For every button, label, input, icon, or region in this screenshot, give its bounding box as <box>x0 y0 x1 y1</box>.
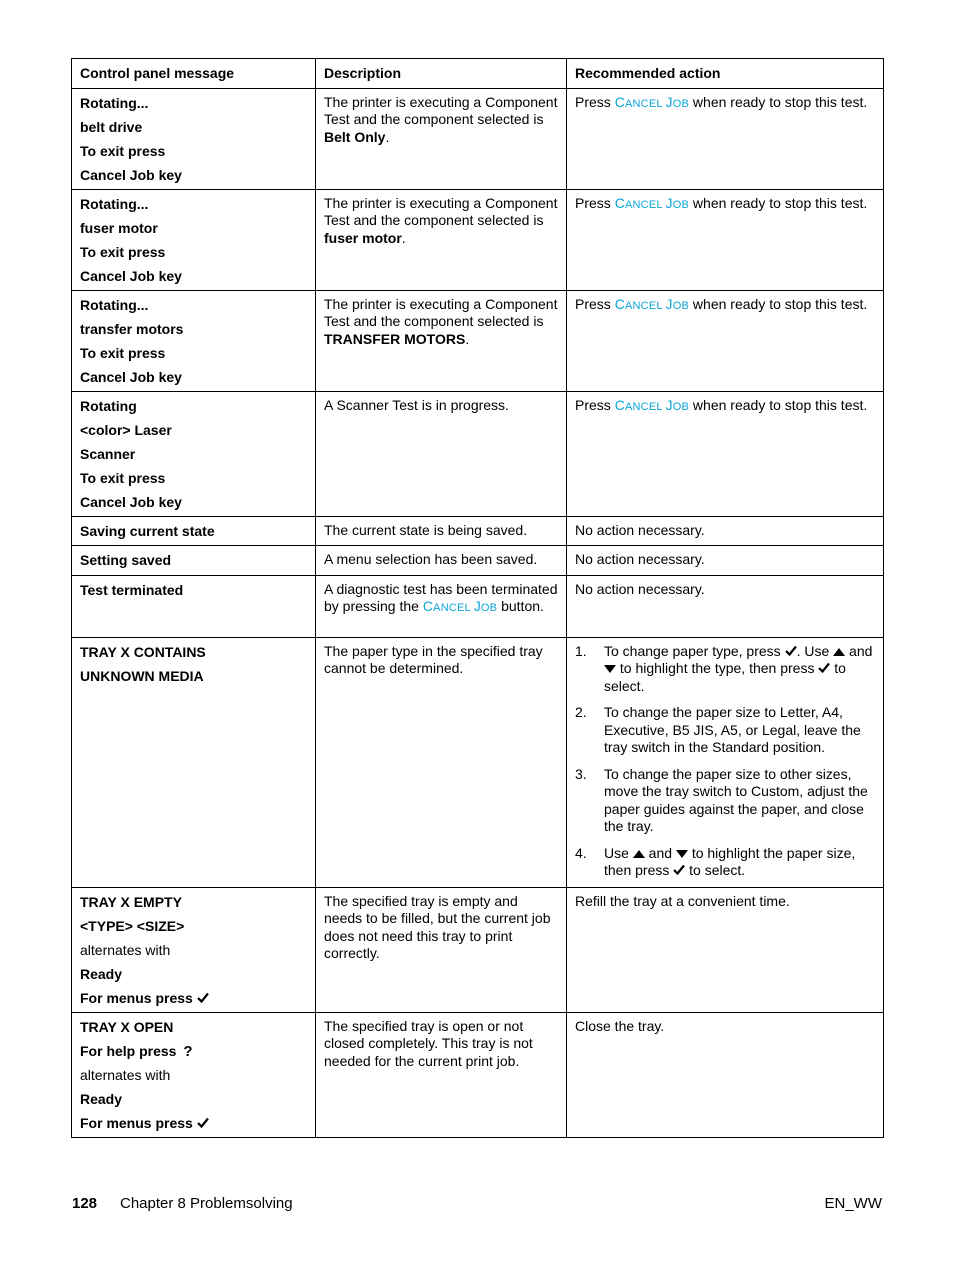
action-cell <box>567 637 884 887</box>
checkmark-icon <box>197 992 209 1003</box>
description-text: A diagnostic test has been terminated by pressing the <box>324 580 558 614</box>
message-line: Saving current state <box>80 522 215 539</box>
component-name: fuser motor <box>324 229 402 246</box>
message-line: Cancel Job key <box>80 166 182 183</box>
message-line: Test terminated <box>80 581 184 598</box>
table-row <box>72 887 884 1012</box>
step-number: 1. <box>575 642 587 659</box>
step-text-part: Use <box>604 844 633 861</box>
action-cell <box>567 391 884 516</box>
action-text: when ready to stop this test. <box>689 93 868 110</box>
checkmark-icon <box>197 1117 209 1128</box>
action-text: when ready to stop this test. <box>689 194 868 211</box>
message-text: For menus press <box>80 989 197 1006</box>
step-text: To change the paper size to Letter, A4, Executive, B5 JIS, A5, or Legal, leave the tray switch in the Standard position. <box>604 704 861 755</box>
description-cell: The paper type in the specified tray cannot be determined. <box>316 637 567 887</box>
action-cell <box>567 189 884 290</box>
description-text: The printer is executing a Component Test and the component selected is <box>324 93 558 127</box>
message-cell <box>72 546 316 576</box>
description-cell: The specified tray is open or not closed completely. This tray is not needed for the current print job. <box>316 1012 567 1137</box>
up-arrow-icon <box>833 648 845 656</box>
step-text: To change the paper size to other sizes, move the tray switch to Custom, adjust the paper guides against the paper, and close the tray. <box>604 765 868 834</box>
message-line: To exit press <box>80 469 166 486</box>
footer-page-number: 128 <box>72 1195 98 1212</box>
message-line: Rotating <box>80 397 137 414</box>
table-row <box>72 391 884 516</box>
message-line <box>80 1111 308 1135</box>
action-cell: No action necessary. <box>567 575 884 637</box>
table-row <box>72 637 884 887</box>
step-number: 3. <box>575 765 587 782</box>
message-line: TRAY X CONTAINS <box>80 643 206 660</box>
list-item <box>575 643 876 696</box>
action-cell <box>567 290 884 391</box>
message-cell <box>72 1012 316 1137</box>
message-line: Ready <box>80 965 123 982</box>
message-line: alternates with <box>80 1066 171 1083</box>
message-cell <box>72 887 316 1012</box>
message-cell <box>72 290 316 391</box>
message-line: To exit press <box>80 142 166 159</box>
list-item <box>575 845 876 880</box>
message-line: TRAY X OPEN <box>80 1018 174 1035</box>
message-line: Scanner <box>80 445 136 462</box>
list-item <box>575 704 876 757</box>
action-cell: No action necessary. <box>567 516 884 546</box>
message-table <box>71 58 884 1138</box>
description-cell: A menu selection has been saved. <box>316 546 567 576</box>
step-text-part: and <box>845 642 873 659</box>
footer-locale: EN_WW <box>824 1195 882 1212</box>
message-cell <box>72 88 316 189</box>
table-row <box>72 575 884 637</box>
description-cell: The printer is executing a Component Test and the component selected is TRANSFER MOTORS. <box>316 290 567 391</box>
step-text-part: . Use <box>796 642 834 659</box>
header-recommended-action: Recommended action <box>567 59 884 89</box>
down-arrow-icon <box>604 665 616 673</box>
description-text: The printer is executing a Component Test and the component selected is <box>324 194 558 228</box>
step-number: 4. <box>575 844 587 861</box>
message-line: Cancel Job key <box>80 368 182 385</box>
component-name: Belt Only <box>324 128 386 145</box>
footer-chapter-title: Chapter 8 Problemsolving <box>120 1195 293 1212</box>
checkmark-icon <box>818 662 830 673</box>
cancel-job-key: CANCEL JOB <box>614 194 690 211</box>
action-text: Press <box>575 194 615 211</box>
action-cell: No action necessary. <box>567 546 884 576</box>
message-line: UNKNOWN MEDIA <box>80 667 204 684</box>
table-row <box>72 1012 884 1137</box>
message-text: For help press <box>80 1042 181 1059</box>
message-line: Rotating... <box>80 296 149 313</box>
header-control-panel-message: Control panel message <box>72 59 316 89</box>
step-text <box>604 643 876 696</box>
message-line <box>80 1039 308 1063</box>
message-line: belt drive <box>80 118 143 135</box>
table-row <box>72 516 884 546</box>
step-text-part: to highlight the paper size, then press <box>604 844 856 878</box>
action-steps <box>575 643 876 880</box>
step-text-part: to select. <box>604 660 846 694</box>
checkmark-icon <box>673 864 685 875</box>
message-line: <TYPE> <SIZE> <box>80 917 185 934</box>
cancel-job-key: CANCEL JOB <box>422 598 498 614</box>
message-cell <box>72 391 316 516</box>
message-line: <color> Laser <box>80 421 172 438</box>
description-cell: The specified tray is empty and needs to be filled, but the current job does not need this tray to print correctly. <box>316 887 567 1012</box>
description-cell <box>316 575 567 637</box>
action-text: Press <box>575 396 615 413</box>
help-icon: ? <box>183 1042 193 1060</box>
message-line: Ready <box>80 1090 123 1107</box>
action-cell <box>567 88 884 189</box>
table-row <box>72 290 884 391</box>
message-line: Setting saved <box>80 552 172 568</box>
checkmark-icon <box>785 645 797 656</box>
action-text: Press <box>575 93 615 110</box>
action-text: when ready to stop this test. <box>689 295 868 312</box>
step-text-part: to highlight the type, then press <box>616 660 819 676</box>
header-description: Description <box>316 59 567 89</box>
message-line: Cancel Job key <box>80 267 182 284</box>
action-cell: Refill the tray at a convenient time. <box>567 887 884 1012</box>
action-cell: Close the tray. <box>567 1012 884 1137</box>
description-text: The printer is executing a Component Test and the component selected is <box>324 295 558 329</box>
message-line: TRAY X EMPTY <box>80 893 182 910</box>
message-line: Cancel Job key <box>80 493 182 510</box>
cancel-job-key: CANCEL JOB <box>614 295 690 312</box>
description-cell: A Scanner Test is in progress. <box>316 391 567 516</box>
message-cell <box>72 637 316 887</box>
cancel-job-key: CANCEL JOB <box>614 396 690 413</box>
message-cell <box>72 575 316 637</box>
step-text <box>604 845 876 880</box>
description-cell: The current state is being saved. <box>316 516 567 546</box>
message-text: For menus press <box>80 1114 197 1131</box>
message-line: fuser motor <box>80 219 158 236</box>
cancel-job-key: CANCEL JOB <box>614 93 690 110</box>
component-name: TRANSFER MOTORS <box>324 330 466 347</box>
action-text: when ready to stop this test. <box>689 396 868 413</box>
message-line: To exit press <box>80 344 166 361</box>
table-row <box>72 189 884 290</box>
message-line <box>80 986 308 1010</box>
message-line: Rotating... <box>80 94 149 111</box>
list-item <box>575 766 876 836</box>
up-arrow-icon <box>633 850 645 858</box>
step-text-part: To change paper type, press <box>604 642 785 659</box>
step-text-part: and <box>644 844 676 861</box>
message-line: To exit press <box>80 243 166 260</box>
step-number: 2. <box>575 704 587 720</box>
message-cell <box>72 189 316 290</box>
down-arrow-icon <box>676 850 688 858</box>
message-line: alternates with <box>80 941 171 958</box>
message-line: Rotating... <box>80 195 149 212</box>
step-text-part: to select. <box>685 862 746 878</box>
message-cell <box>72 516 316 546</box>
table-header-row <box>72 59 884 89</box>
description-cell: The printer is executing a Component Test and the component selected is Belt Only. <box>316 88 567 189</box>
description-text: button. <box>497 598 544 614</box>
table-row <box>72 546 884 576</box>
action-text: Press <box>575 295 615 312</box>
table-row <box>72 88 884 189</box>
description-cell: The printer is executing a Component Test and the component selected is fuser motor. <box>316 189 567 290</box>
message-line: transfer motors <box>80 320 184 337</box>
